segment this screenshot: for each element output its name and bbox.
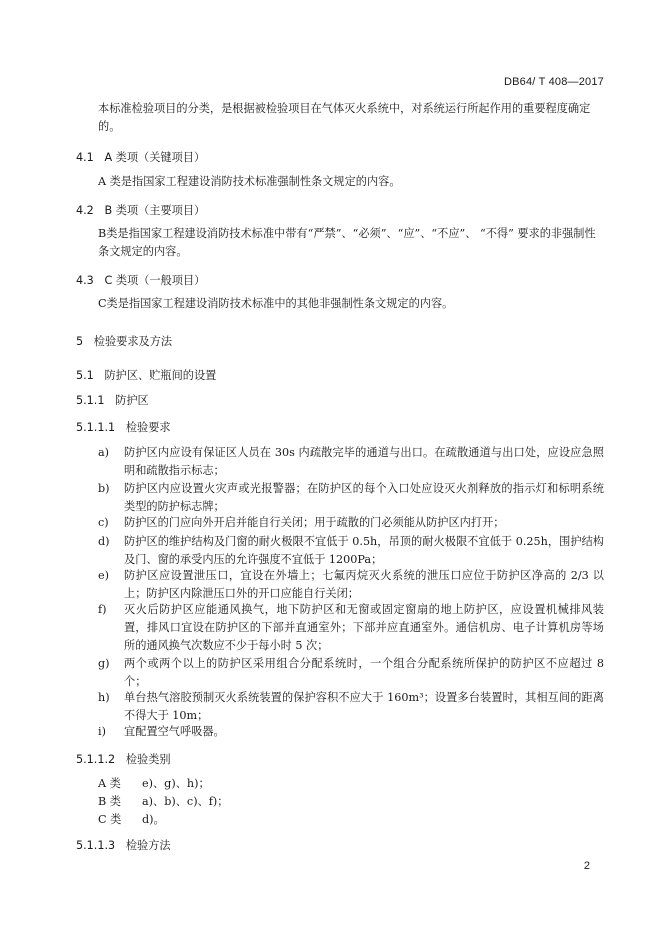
heading-4-1 [76,150,205,166]
heading-5-1-1-3 [76,838,171,854]
list-item-label: h) [98,691,110,704]
list-item-text: 灭火后防护区应能通风换气，地下防护区和无窗或固定窗扇的地上防护区，应设置机械排风装置，排风口宜设在防护区的下部并直通室外；下部并应直通室外。通信机房、电子计算机房等场所的通风换气次数应不少于每小时 5 次； [124,603,604,652]
heading-number: 4.3 [76,274,94,287]
paragraph-4-3: C类是指国家工程建设消防技术标准中的其他非强制性条文规定的内容。 [98,297,454,310]
list-item-text: 防护区应设置泄压口，宜设在外墙上；七氟丙烷灭火系统的泄压口应位于防护区净高的 2/3 以上；防护区内除泄压口外的开口应能自行关闭； [124,569,604,600]
list-item-label: g) [98,657,110,670]
class-label: B 类 [98,795,121,808]
heading-title: 检验方法 [125,839,171,852]
heading-title: 防护区、贮瓶间的设置 [104,369,217,382]
list-item-label: b) [98,482,110,495]
heading-title: A 类项（关键项目） [104,151,206,164]
heading-4-2 [76,203,205,219]
class-row-b [98,794,228,810]
heading-5-1-1-2 [76,752,171,768]
heading-title: 防护区 [115,394,149,407]
class-row-a [98,776,210,792]
class-value: e)、g)、h)； [142,777,210,790]
list-item-text: 防护区的门应向外开启并能自行关闭；用于疏散的门必须能从防护区内打开； [124,516,505,529]
list-item-text: 防护区内应设置火灾声或光报警器；在防护区的每个入口处应设灭火剂释放的指示灯和标明系统类型的防护标志牌； [124,482,604,513]
heading-title: C 类项（一般项目） [104,274,206,287]
list-item-text: 单台热气溶胶预制灭火系统装置的保护容积不应大于 160m³；设置多台装置时，其相互间的距离不得大于 10m； [124,691,604,722]
heading-number: 5.1.1.2 [76,753,116,766]
heading-number: 5.1.1 [76,394,105,407]
intro-text: 本标准检验项目的分类，是根据被检验项目在气体灭火系统中，对系统运行所起作用的重要程度确定的。 [98,102,591,133]
heading-5-1-1 [76,393,149,409]
intro-paragraph [98,100,604,136]
list-item-label: e) [98,569,109,582]
page-number: 2 [583,860,590,872]
list-item-text: 宜配置空气呼吸器。 [124,725,225,738]
heading-title: 检验要求 [125,421,171,434]
class-value: a)、b)、c)、f)； [142,795,229,808]
heading-5-1-1-1 [76,420,171,436]
heading-title: 检验类别 [125,753,171,766]
list-item-text: 两个或两个以上的防护区采用组合分配系统时，一个组合分配系统所保护的防护区不应超过 8 个； [124,657,604,688]
heading-5-1 [76,368,216,384]
heading-4-3 [76,273,205,289]
list-item-label: f) [98,603,107,616]
class-row-c [98,812,165,828]
list-item-label: a) [98,446,110,459]
class-value: d)。 [142,813,165,826]
list-item-text: 防护区的维护结构及门窗的耐火极限不宜低于 0.5h，吊顶的耐火极限不宜低于 0.25h，围护结构及门、窗的承受内压的允许强度不宜低于 1200Pa； [124,535,604,566]
class-label: A 类 [98,777,121,790]
heading-title: B 类项（主要项目） [104,204,206,217]
document-code: DB64/ T 408—2017 [503,76,604,88]
heading-number: 5 [76,335,84,348]
heading-number: 4.1 [76,151,94,164]
list-item-label: i) [98,725,106,738]
heading-number: 5.1 [76,369,94,382]
list-item-label: c) [98,516,109,529]
heading-5 [76,334,172,350]
paragraph-4-1: A 类是指国家工程建设消防技术标准强制性条文规定的内容。 [98,175,401,188]
heading-number: 4.2 [76,204,94,217]
heading-title: 检验要求及方法 [93,335,173,348]
paragraph-4-2: B类是指国家工程建设消防技术标准中带有“严禁”、“必须”、“应”、“不应”、 “不得” 要求的非强制性条文规定的内容。 [98,227,596,258]
list-item-text: 防护区内应设有保证区人员在 30s 内疏散完毕的通道与出口。在疏散通道与出口处，应设应急照明和疏散指示标志； [124,446,604,477]
heading-number: 5.1.1.1 [76,421,116,434]
list-item-label: d) [98,535,110,548]
heading-number: 5.1.1.3 [76,839,116,852]
class-label: C 类 [98,813,122,826]
